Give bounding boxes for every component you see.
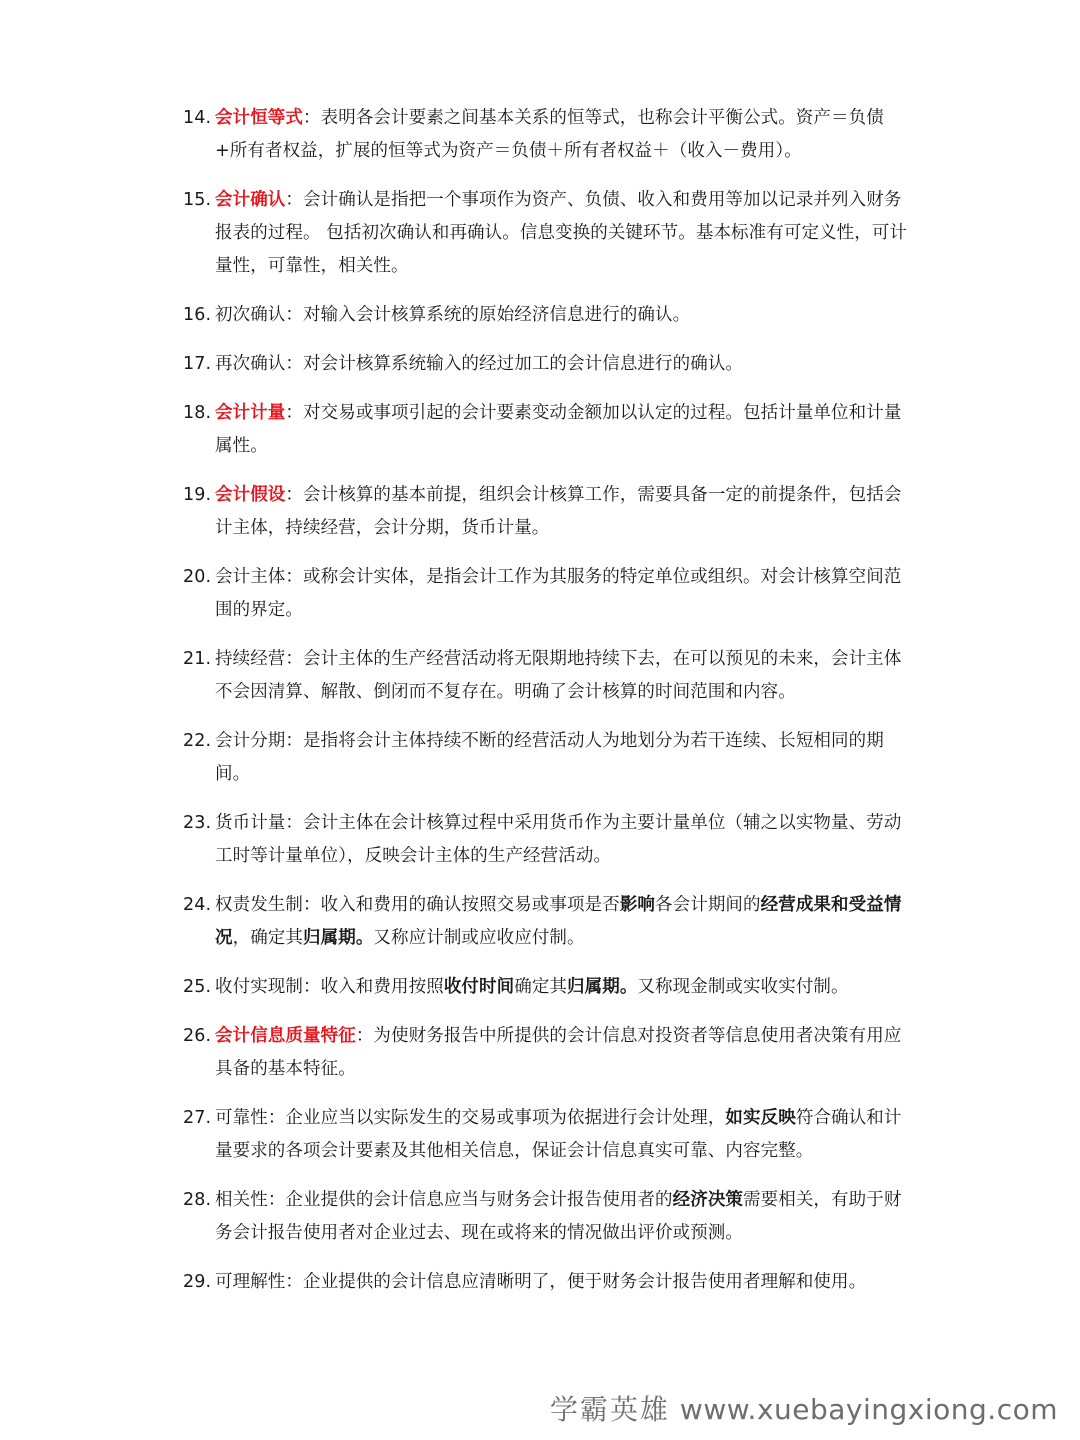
item-text-emphasis: 归属期。 <box>303 928 374 948</box>
item-term: 权责发生制 <box>215 895 303 915</box>
item-term: 持续经营 <box>215 649 286 669</box>
item-separator: ： <box>285 813 304 833</box>
item-separator: ： <box>285 649 304 669</box>
item-separator: ： <box>267 1190 286 1210</box>
item-separator: ： <box>303 108 321 128</box>
definition-item <box>183 102 913 168</box>
item-term: 会计计量 <box>215 403 286 423</box>
definition-item <box>183 807 913 873</box>
definition-item <box>183 184 913 283</box>
definition-item <box>183 1020 913 1086</box>
brand-name: 学霸英雄 <box>549 1393 670 1426</box>
item-term: 相关性 <box>215 1190 268 1210</box>
item-text: 符合确认和计量要求的各项会计要素及其他相关信息，保证会计信息真实可靠、内容完整。 <box>215 1108 902 1161</box>
item-separator: ： <box>285 567 304 587</box>
item-text: 企业提供的会计信息应清晰明了，便于财务会计报告使用者理解和使用。 <box>303 1272 867 1292</box>
definition-item <box>183 561 913 627</box>
definition-item <box>183 889 913 955</box>
item-term: 会计恒等式 <box>215 108 303 128</box>
definition-list <box>183 102 913 1315</box>
definition-item <box>183 348 913 381</box>
item-number: 29. <box>183 1272 212 1292</box>
item-number: 27. <box>183 1108 212 1128</box>
item-separator: ： <box>355 1026 374 1046</box>
item-text-emphasis: 经济决策 <box>672 1190 744 1210</box>
item-text-emphasis: 影响 <box>619 895 656 915</box>
item-number: 14. <box>183 108 212 128</box>
item-text-emphasis: 经营成果和受益情况 <box>215 895 902 948</box>
item-text: 又称现金制或实收实付制。 <box>637 977 849 997</box>
item-separator: ： <box>285 485 304 505</box>
definition-item <box>183 1184 913 1250</box>
definition-item <box>183 643 913 709</box>
item-term: 会计分期 <box>215 731 286 751</box>
item-text: 对会计核算系统输入的经过加工的会计信息进行的确认。 <box>303 354 744 374</box>
item-text: 是指将会计主体持续不断的经营活动人为地划分为若干连续、长短相同的期间。 <box>215 731 884 784</box>
item-separator: ： <box>285 190 304 210</box>
item-text: ，确定其 <box>232 928 304 948</box>
item-number: 28. <box>183 1190 212 1210</box>
item-text: 收入和费用按照 <box>320 977 444 997</box>
item-number: 26. <box>183 1026 212 1046</box>
item-number: 25. <box>183 977 212 997</box>
item-term: 再次确认 <box>215 354 286 374</box>
item-separator: ： <box>267 1108 286 1128</box>
item-term: 会计信息质量特征 <box>215 1026 356 1046</box>
item-text: 会计确认是指把一个事项作为资产、负债、收入和费用等加以记录并列入财务报表的过程。 包括初次确认和再确认。信息变换的关键环节。基本标准有可定义性，可计量性，可靠性，相关性。 <box>215 190 908 276</box>
item-text-emphasis: 归属期。 <box>567 977 638 997</box>
item-text: 收入和费用的确认按照交易或事项是否 <box>320 895 620 915</box>
item-term: 可理解性 <box>215 1272 286 1292</box>
item-number: 18. <box>183 403 212 423</box>
footer-watermark <box>550 1388 1058 1428</box>
item-text: 会计主体的生产经营活动将无限期地持续下去，在可以预见的未来，会计主体不会因清算、解散、倒闭而不复存在。明确了会计核算的时间范围和内容。 <box>215 649 902 702</box>
item-separator: ： <box>285 354 304 374</box>
item-term: 可靠性 <box>215 1108 268 1128</box>
item-text: 会计主体在会计核算过程中采用货币作为主要计量单位（辅之以实物量、劳动工时等计量单位），反映会计主体的生产经营活动。 <box>215 813 902 866</box>
item-number: 23. <box>183 813 212 833</box>
item-number: 15. <box>183 190 212 210</box>
item-separator: ： <box>285 305 304 325</box>
definition-item <box>183 299 913 332</box>
item-text: 表明各会计要素之间基本关系的恒等式，也称会计平衡公式。资产＝负债+所有者权益，扩展的恒等式为资产＝负债＋所有者权益＋（收入－费用）。 <box>215 108 884 161</box>
definition-item <box>183 1266 913 1299</box>
definition-item <box>183 1102 913 1168</box>
item-number: 21. <box>183 649 212 669</box>
item-text: 各会计期间的 <box>655 895 761 915</box>
item-text: 对输入会计核算系统的原始经济信息进行的确认。 <box>303 305 691 325</box>
item-term: 货币计量 <box>215 813 286 833</box>
item-text: 需要相关，有助于财务会计报告使用者对企业过去、现在或将来的情况做出评价或预测。 <box>215 1190 902 1243</box>
item-text-emphasis: 收付时间 <box>443 977 515 997</box>
item-text: 为使财务报告中所提供的会计信息对投资者等信息使用者决策有用应具备的基本特征。 <box>215 1026 902 1079</box>
item-term: 收付实现制 <box>215 977 303 997</box>
item-separator: ： <box>303 895 321 915</box>
item-number: 19. <box>183 485 212 505</box>
item-number: 24. <box>183 895 212 915</box>
item-term: 会计主体 <box>215 567 286 587</box>
site-url: www.xuebayingxiong.com <box>679 1393 1058 1426</box>
item-text: 又称应计制或应收应付制。 <box>373 928 585 948</box>
item-text: 企业提供的会计信息应当与财务会计报告使用者的 <box>285 1190 673 1210</box>
item-separator: ： <box>285 403 304 423</box>
definition-item <box>183 479 913 545</box>
definition-item <box>183 725 913 791</box>
item-text: 对交易或事项引起的会计要素变动金额加以认定的过程。包括计量单位和计量属性。 <box>215 403 902 456</box>
item-text: 确定其 <box>514 977 568 997</box>
item-text: 会计核算的基本前提，组织会计核算工作，需要具备一定的前提条件，包括会计主体，持续经营，会计分期，货币计量。 <box>215 485 902 538</box>
item-text: 或称会计实体，是指会计工作为其服务的特定单位或组织。对会计核算空间范围的界定。 <box>215 567 902 620</box>
item-number: 22. <box>183 731 212 751</box>
item-term: 会计假设 <box>215 485 286 505</box>
definition-item <box>183 971 913 1004</box>
item-term: 初次确认 <box>215 305 286 325</box>
item-text-emphasis: 如实反映 <box>725 1108 796 1128</box>
item-number: 17. <box>183 354 212 374</box>
item-number: 16. <box>183 305 212 325</box>
item-number: 20. <box>183 567 212 587</box>
item-text: 企业应当以实际发生的交易或事项为依据进行会计处理， <box>285 1108 726 1128</box>
item-term: 会计确认 <box>215 190 286 210</box>
item-separator: ： <box>303 977 321 997</box>
definition-item <box>183 397 913 463</box>
item-separator: ： <box>285 731 304 751</box>
item-separator: ： <box>285 1272 304 1292</box>
